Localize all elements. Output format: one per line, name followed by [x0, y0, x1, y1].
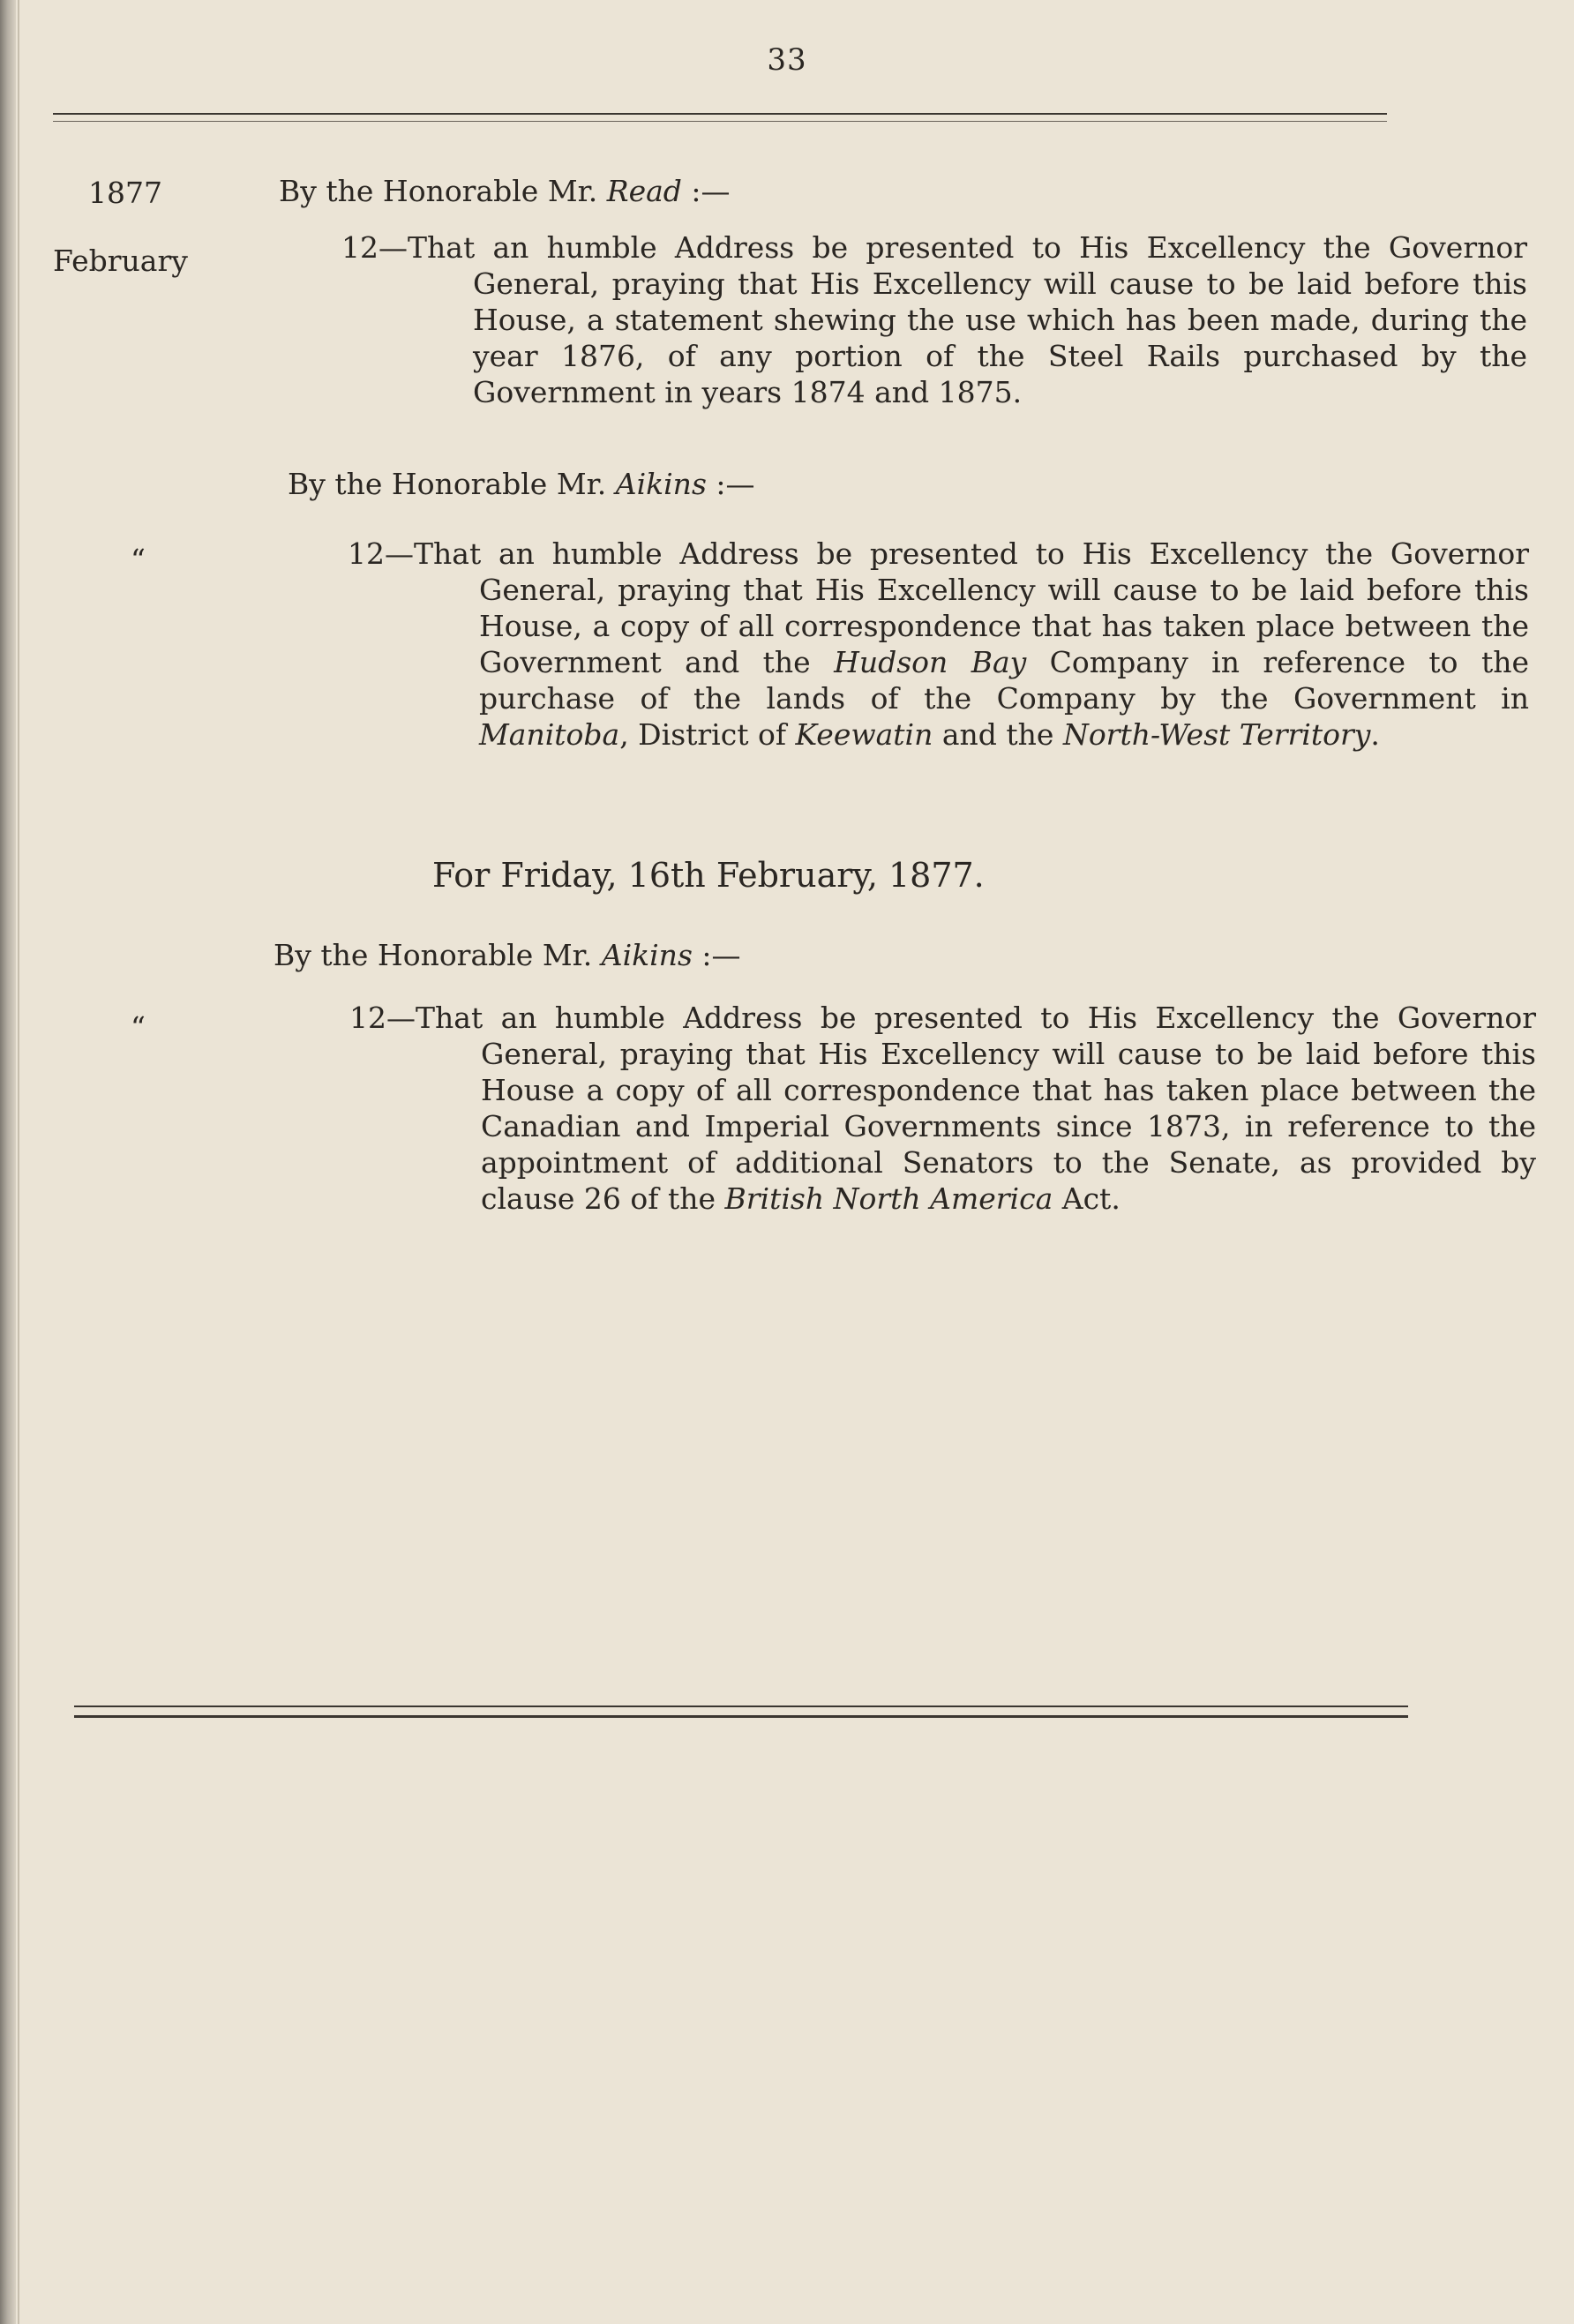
motion-text	[341, 229, 1527, 410]
day-lead: 12—	[341, 230, 408, 265]
footer-rule	[74, 1706, 1408, 1707]
date-label: February	[53, 244, 188, 278]
mover-suffix: :—	[692, 938, 741, 972]
motion-text	[349, 1000, 1536, 1217]
mover-prefix: By the Honorable Mr.	[279, 174, 607, 208]
mover-suffix: :—	[681, 174, 731, 208]
day-lead: 12—	[349, 1001, 416, 1035]
motion-body: Act.	[1053, 1181, 1121, 1216]
header-rule-thin	[53, 121, 1387, 122]
mover-line	[274, 937, 740, 973]
mover-prefix: By the Honorable Mr.	[288, 467, 616, 501]
motion-body: Company in reference to the purchase of the lands of the Company by the Government in	[479, 645, 1529, 716]
motion-body: That an humble Address be presented to His Excellency the Governor General, praying that His Excellency will cause to be laid before this House, a statement shewing the use which has been made, during the year 1876, of any portion of the Steel Rails purchased by the Government in years 1874 and 1875.	[408, 230, 1527, 409]
italic-name: Keewatin	[795, 717, 933, 752]
motion-text	[348, 536, 1529, 753]
mover-name: Aikins	[615, 467, 707, 501]
motion-body: .	[1370, 717, 1380, 752]
italic-name: Manitoba	[479, 717, 620, 752]
motion-body: That an humble Address be presented to His Excellency the Governor General, praying that His Excellency will cause to be laid before this House, a copy of all correspondence that has taken place between the Government and the	[414, 536, 1529, 679]
section-heading: For Friday, 16th February, 1877.	[432, 856, 985, 895]
mover-suffix: :—	[706, 467, 755, 501]
italic-name: North-West Territory	[1062, 717, 1371, 752]
ditto-mark: “	[131, 543, 146, 577]
day-lead: 12—	[348, 536, 414, 571]
mover-line	[279, 173, 731, 209]
mover-name: Aikins	[601, 938, 693, 972]
mover-name: Read	[606, 174, 682, 208]
footer-rule-thick	[74, 1715, 1408, 1718]
motion-body: and the	[933, 717, 1063, 752]
mover-line	[288, 466, 754, 502]
year-label: 1877	[88, 176, 162, 210]
motion-body: , District of	[619, 717, 796, 752]
mover-prefix: By the Honorable Mr.	[274, 938, 602, 972]
italic-name: British North America	[724, 1181, 1053, 1216]
italic-name: Hudson Bay	[834, 645, 1027, 679]
ditto-mark: “	[131, 1010, 146, 1045]
motion-body: That an humble Address be presented to His Excellency the Governor General, praying that His Excellency will cause to be laid before this House a copy of all correspondence that has taken place between the Canadian and Imperial Governments since 1873, in reference to the appointment of additional Senators to the Senate, as provided by clause 26 of the	[416, 1001, 1536, 1216]
page-number: 33	[767, 42, 807, 78]
page-edge	[18, 0, 19, 2324]
header-rule	[53, 113, 1387, 115]
book-spine-shadow	[0, 0, 16, 2324]
